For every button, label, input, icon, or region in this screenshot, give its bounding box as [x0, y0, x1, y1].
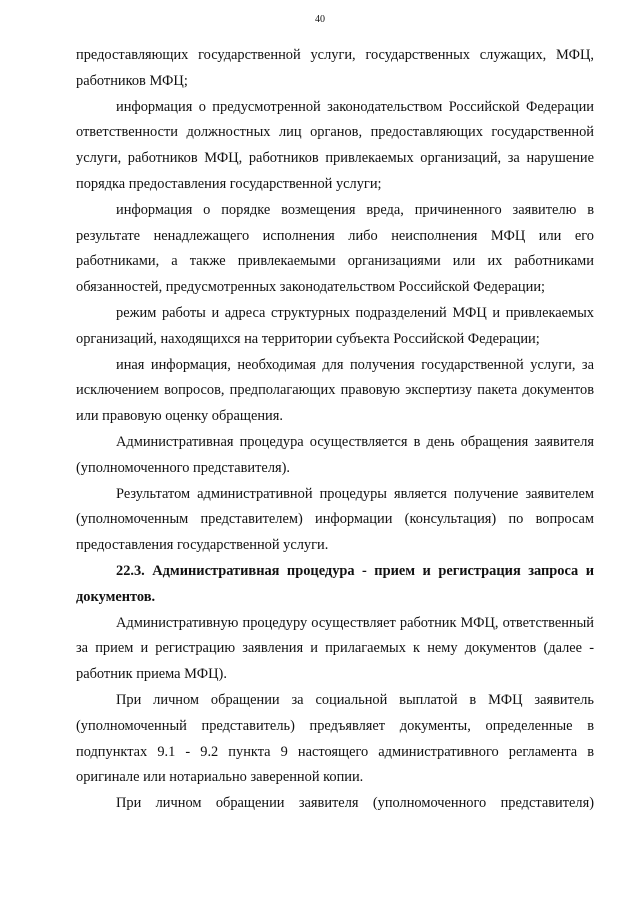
paragraph-work-schedule: режим работы и адреса структурных подразделений МФЦ и привлекаемых организаций, находящихся на территории субъекта Российской Федерации; — [76, 304, 594, 347]
paragraph-continuation: предоставляющих государственной услуги, государственных служащих, МФЦ, работников МФЦ; — [76, 47, 594, 89]
document-body — [76, 43, 594, 817]
paragraph-procedure-performer: Административную процедуру осуществляет работник МФЦ, ответственный за прием и регистрацию заявления и прилагаемых к нему документов (далее - работник приема МФЦ). — [76, 614, 594, 683]
paragraph-other-info: иная информация, необходимая для получения государственной услуги, за исключением вопросов, предполагающих правовую экспертизу пакета документов или правовую оценку обращения. — [76, 356, 594, 425]
paragraph-damage-compensation: информация о порядке возмещения вреда, причиненного заявителю в результате ненадлежащего исполнения либо неисполнения МФЦ или его работниками, а также привлекаемыми организациями или их работниками обязанностей, предусмотренных законодательством Российской Федерации; — [76, 201, 594, 296]
paragraph-liability-info: информация о предусмотренной законодательством Российской Федерации ответственности должностных лиц органов, предоставляющих государственной услуги, работников МФЦ, работников привлекаемых организаций, за нарушение порядка предоставления государственной услуги; — [76, 98, 594, 192]
paragraph-personal-application-cont: При личном обращении заявителя (уполномоченного представителя) — [116, 795, 594, 812]
paragraph-procedure-result: Результатом административной процедуры является получение заявителем (уполномоченным представителем) информации (консультация) по вопросам предоставления государственной услуги. — [76, 485, 594, 554]
paragraph-procedure-day: Административная процедура осуществляется в день обращения заявителя (уполномоченного представителя). — [76, 433, 594, 476]
paragraph-personal-application: При личном обращении за социальной выплатой в МФЦ заявитель (уполномоченный представитель) предъявляет документы, определенные в подпунктах 9.1 - 9.2 пункта 9 настоящего административного регламента в оригинале или нотариально заверенной копии. — [76, 691, 594, 786]
section-heading-22-3: 22.3. Административная процедура - прием и регистрация запроса и документов. — [76, 562, 594, 605]
page-number: 40 — [315, 14, 325, 25]
